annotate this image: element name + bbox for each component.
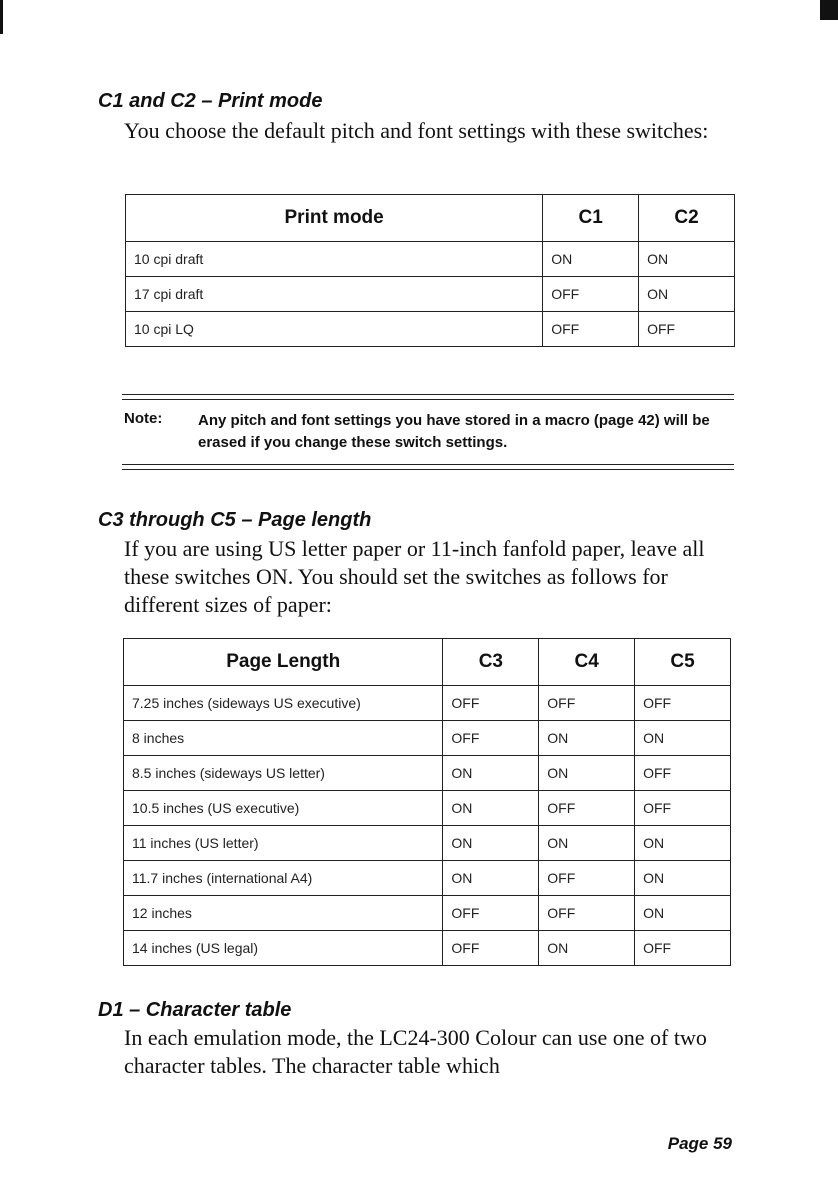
table-cell: OFF	[635, 756, 731, 791]
table-cell: 10.5 inches (US executive)	[124, 791, 443, 826]
column-header: C5	[635, 639, 731, 686]
table-cell: 12 inches	[124, 896, 443, 931]
table-row	[124, 826, 731, 861]
table-cell: ON	[539, 931, 635, 966]
column-header: C3	[443, 639, 539, 686]
note-label: Note:	[124, 410, 163, 427]
note-box	[122, 390, 734, 474]
column-header: Print mode	[126, 195, 543, 242]
table-cell: 14 inches (US legal)	[124, 931, 443, 966]
heading-print-mode: C1 and C2 – Print mode	[98, 90, 323, 112]
note-top-rule-inner	[122, 399, 734, 400]
table-cell: OFF	[635, 686, 731, 721]
table-cell: OFF	[635, 931, 731, 966]
note-top-rule	[122, 394, 734, 395]
table-row	[124, 896, 731, 931]
table-cell: ON	[539, 756, 635, 791]
paragraph-print-mode: You choose the default pitch and font settings with these switches:	[124, 118, 709, 143]
note-bottom-rule	[122, 469, 734, 470]
table-header-row	[124, 639, 731, 686]
column-header: C4	[539, 639, 635, 686]
table-row	[124, 791, 731, 826]
table-cell: 8 inches	[124, 721, 443, 756]
note-bottom-rule-inner	[122, 464, 734, 465]
table-cell: 8.5 inches (sideways US letter)	[124, 756, 443, 791]
column-header: C1	[543, 195, 639, 242]
table-cell: ON	[443, 861, 539, 896]
table-cell: OFF	[539, 686, 635, 721]
table-cell: OFF	[539, 791, 635, 826]
table-cell: ON	[635, 826, 731, 861]
column-header: C2	[639, 195, 735, 242]
table-cell: ON	[539, 826, 635, 861]
table-cell: OFF	[639, 312, 735, 347]
table-cell: OFF	[443, 931, 539, 966]
table-cell: 10 cpi LQ	[126, 312, 543, 347]
table-cell: ON	[443, 826, 539, 861]
table-cell: ON	[543, 242, 639, 277]
table-cell: 10 cpi draft	[126, 242, 543, 277]
table-cell: ON	[639, 242, 735, 277]
table-row	[124, 931, 731, 966]
table-row	[124, 721, 731, 756]
note-text: Any pitch and font settings you have stored in a macro (page 42) will be erased if you change these switch settings.	[198, 412, 710, 451]
table-header-row	[126, 195, 735, 242]
table-cell: ON	[635, 861, 731, 896]
heading-page-length: C3 through C5 – Page length	[98, 509, 372, 531]
heading-character-table: D1 – Character table	[98, 999, 292, 1021]
table-row	[124, 686, 731, 721]
table-row	[126, 312, 735, 347]
column-header: Page Length	[124, 639, 443, 686]
table-cell: OFF	[635, 791, 731, 826]
table-cell: OFF	[443, 686, 539, 721]
table-cell: 11 inches (US letter)	[124, 826, 443, 861]
table-cell: ON	[443, 791, 539, 826]
table-cell: ON	[443, 756, 539, 791]
table-cell: ON	[635, 721, 731, 756]
paragraph-character-table: In each emulation mode, the LC24-300 Colour can use one of two character tables. The character table which	[124, 1025, 707, 1078]
scan-edge-mark	[0, 0, 3, 34]
table-cell: OFF	[443, 721, 539, 756]
corner-tab-mark	[820, 0, 838, 20]
page-number: Page 59	[667, 1134, 732, 1153]
table-cell: ON	[639, 277, 735, 312]
table-cell: OFF	[443, 896, 539, 931]
table-cell: OFF	[539, 896, 635, 931]
table-cell: ON	[635, 896, 731, 931]
table-cell: 7.25 inches (sideways US executive)	[124, 686, 443, 721]
page-length-table	[123, 638, 731, 966]
table-cell: ON	[539, 721, 635, 756]
print-mode-table	[125, 194, 735, 347]
table-cell: OFF	[539, 861, 635, 896]
table-cell: 11.7 inches (international A4)	[124, 861, 443, 896]
table-row	[124, 861, 731, 896]
paragraph-page-length: If you are using US letter paper or 11-inch fanfold paper, leave all these switches ON. You should set the switches as follows for different sizes of paper:	[124, 536, 705, 617]
table-row	[126, 277, 735, 312]
table-row	[124, 756, 731, 791]
table-cell: OFF	[543, 277, 639, 312]
table-cell: 17 cpi draft	[126, 277, 543, 312]
table-row	[126, 242, 735, 277]
table-cell: OFF	[543, 312, 639, 347]
